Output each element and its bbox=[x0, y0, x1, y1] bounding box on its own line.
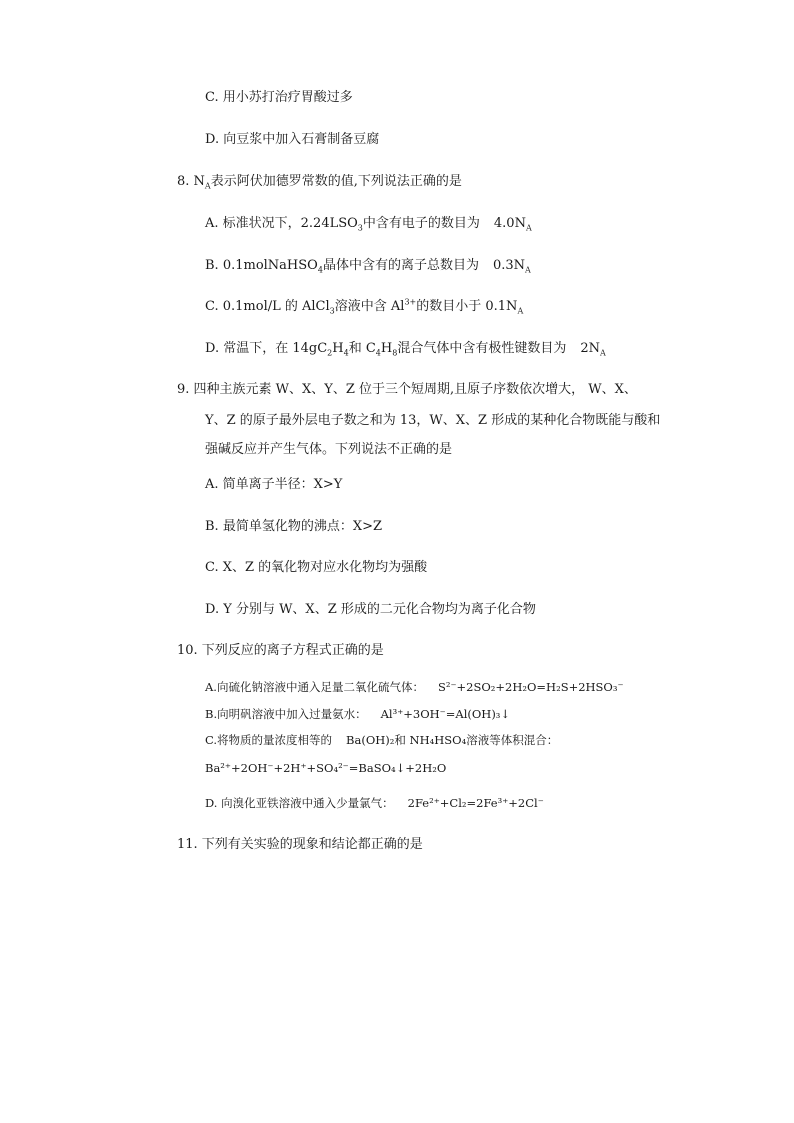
question-11-stem: 11. 下列有关实验的现象和结论都正确的是 bbox=[177, 837, 423, 852]
question-9-stem-line-3: 强碱反应并产生气体。下列说法不正确的是 bbox=[205, 442, 453, 457]
option-7c: C. 用小苏打治疗胃酸过多 bbox=[205, 90, 353, 105]
option-9d: D. Y 分别与 W、X、Z 形成的二元化合物均为离子化合物 bbox=[205, 602, 536, 617]
option-10b: B.向明矾溶液中加入过量氨水： Al³⁺+3OH⁻=Al(OH)₃↓ bbox=[205, 707, 511, 721]
option-10d: D. 向溴化亚铁溶液中通入少量氯气： 2Fe²⁺+Cl₂=2Fe³⁺+2Cl⁻ bbox=[205, 796, 544, 810]
option-9c: C. X、Z 的氧化物对应水化物均为强酸 bbox=[205, 560, 428, 575]
option-7d: D. 向豆浆中加入石膏制备豆腐 bbox=[205, 132, 380, 147]
question-8-stem: 8. $N_A$表示阿伏加德罗常数的值,下列说法正确的是 bbox=[177, 174, 462, 191]
option-8a: A. 标准状况下，$2.24LSO_3$中含有电子的数目为 $4.0N_A$ bbox=[205, 216, 532, 233]
option-10a: A.向硫化钠溶液中通入足量二氧化硫气体： S²⁻+2SO₂+2H₂O=H₂S+2HSO₃⁻ bbox=[205, 680, 624, 694]
option-8d: D. 常温下，在 $14gC_2H_4$和 $C_4H_8$混合气体中含有极性键数目为 $2N_A$ bbox=[205, 341, 606, 358]
option-10c-equation: Ba²⁺+2OH⁻+2H⁺+SO₄²⁻=BaSO₄↓+2H₂O bbox=[205, 761, 447, 775]
question-9-stem-line-1: 9. 四种主族元素 W、X、Y、Z 位于三个短周期,且原子序数依次增大， W、X、 bbox=[177, 382, 637, 397]
question-9-stem-line-2: Y、Z 的原子最外层电子数之和为 13，W、X、Z 形成的某种化合物既能与酸和 bbox=[205, 413, 661, 428]
option-10c: C.将物质的量浓度相等的 Ba(OH)₂和 NH₄HSO₄溶液等体积混合： bbox=[205, 733, 559, 747]
option-9b: B. 最简单氢化物的沸点：X>Z bbox=[205, 519, 382, 534]
option-8b: B. 0.1molNaHSO$_4$晶体中含有的离子总数目为 $0.3N_A$ bbox=[205, 258, 531, 275]
question-10-stem: 10. 下列反应的离子方程式正确的是 bbox=[177, 643, 384, 658]
option-8c: C. 0.1mol/L 的 AlCl$_3$溶液中含 $Al^{3+}$的数目小于 $0.1N_A$ bbox=[205, 297, 524, 316]
option-9a: A. 简单离子半径：X>Y bbox=[205, 477, 343, 492]
